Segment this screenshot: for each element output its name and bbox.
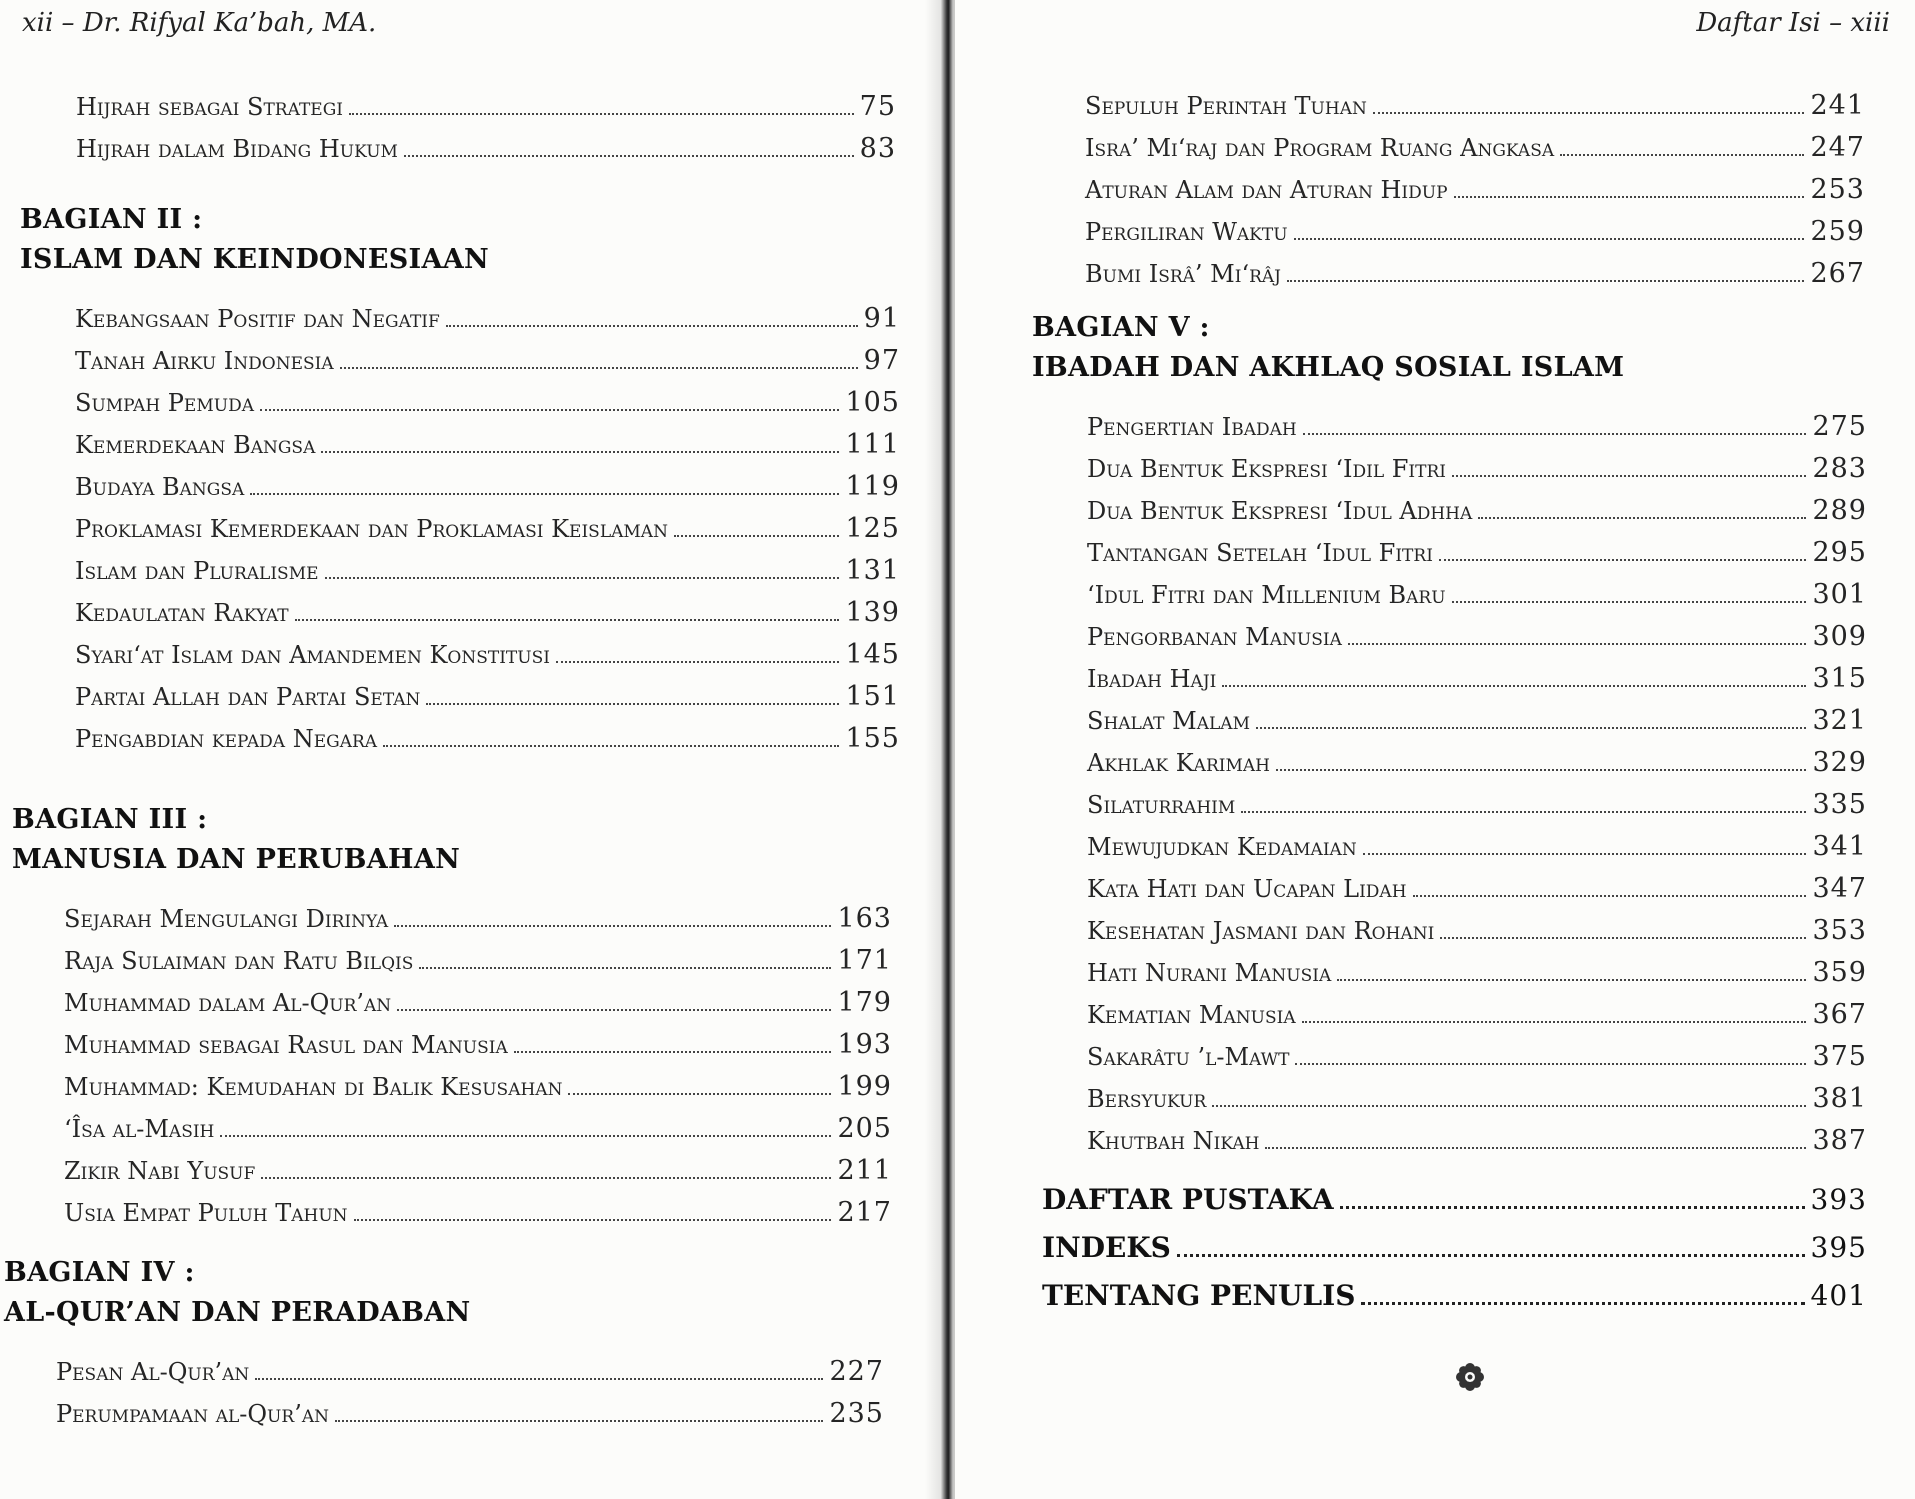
toc-entry-page: 227	[829, 1356, 884, 1387]
dot-leader	[1256, 727, 1806, 729]
dot-leader	[674, 535, 840, 537]
dot-leader	[1295, 1063, 1806, 1065]
toc-entry-page: 75	[859, 91, 896, 122]
dot-leader	[255, 1378, 823, 1380]
toc-entry-page: 259	[1810, 216, 1865, 247]
toc-entry-title: Isra’ Mi‘raj dan Program Ruang Angkasa	[1085, 134, 1555, 162]
toc-entry[interactable]	[64, 1066, 892, 1108]
toc-entry[interactable]	[1087, 1078, 1867, 1120]
toc-entry[interactable]	[1087, 532, 1867, 574]
dot-leader	[1265, 1147, 1806, 1149]
dot-leader	[1212, 1105, 1806, 1107]
toc-entry-page: 301	[1812, 579, 1867, 610]
toc-entry[interactable]	[1087, 742, 1867, 784]
bagian-3-section	[12, 800, 892, 1234]
dot-leader	[321, 451, 839, 453]
toc-entry-page: 111	[845, 429, 900, 460]
toc-entry-title: Sepuluh Perintah Tuhan	[1085, 92, 1367, 120]
toc-entry-page: 131	[845, 555, 900, 586]
dot-leader	[1373, 112, 1805, 114]
toc-entry-title: Bumi Isrâ’ Mi‘râj	[1085, 260, 1281, 288]
toc-entry-page: 359	[1812, 957, 1867, 988]
dot-leader	[1337, 979, 1806, 981]
toc-entry[interactable]	[75, 340, 900, 382]
toc-entry-page: 163	[837, 903, 892, 934]
toc-entry[interactable]	[1087, 700, 1867, 742]
bagian-2-label: BAGIAN II :	[20, 204, 203, 235]
dot-leader	[1348, 643, 1807, 645]
toc-entry-page: 295	[1812, 537, 1867, 568]
toc-entry-title: Muhammad: Kemudahan di Balik Kesusahan	[64, 1073, 563, 1101]
toc-entry[interactable]	[1085, 85, 1865, 127]
bagian-4-label: BAGIAN IV :	[4, 1257, 195, 1288]
dot-leader	[1440, 937, 1806, 939]
toc-entry-page: 217	[837, 1197, 892, 1228]
toc-entry[interactable]	[56, 1351, 884, 1393]
bagian-5-label: BAGIAN V :	[1032, 312, 1210, 343]
bagian-2-title: ISLAM DAN KEINDONESIAAN	[20, 244, 489, 275]
toc-entry-title: ‘Idul Fitri dan Millenium Baru	[1087, 581, 1446, 609]
toc-entry-page: 335	[1812, 789, 1867, 820]
dot-leader	[1454, 196, 1805, 198]
toc-entry-title: Budaya Bangsa	[75, 473, 245, 501]
toc-entry-page: 321	[1812, 705, 1867, 736]
toc-entry[interactable]	[1087, 616, 1867, 658]
toc-entry-title: Tanah Airku Indonesia	[75, 347, 334, 375]
toc-entry-title: Hati Nurani Manusia	[1087, 959, 1332, 987]
toc-entry-page: 309	[1812, 621, 1867, 652]
toc-entry-page: 329	[1812, 747, 1867, 778]
toc-entry-page: 267	[1810, 258, 1865, 289]
toc-entry-page: 283	[1812, 453, 1867, 484]
toc-entry[interactable]	[1085, 253, 1865, 295]
toc-entry[interactable]	[1087, 448, 1867, 490]
toc-entry-title: Kematian Manusia	[1087, 1001, 1296, 1029]
toc-entry[interactable]	[75, 298, 900, 340]
dot-leader	[220, 1135, 831, 1137]
toc-entry-title: Kata Hati dan Ucapan Lidah	[1087, 875, 1407, 903]
bagian-2-section	[20, 200, 900, 760]
dot-leader	[419, 967, 831, 969]
toc-entry-title: Perumpamaan al-Qur’an	[56, 1400, 329, 1428]
toc-entry-title: Muhammad sebagai Rasul dan Manusia	[64, 1031, 508, 1059]
toc-entry-page: 315	[1812, 663, 1867, 694]
toc-entry-page: 375	[1812, 1041, 1867, 1072]
toc-entry[interactable]	[75, 382, 900, 424]
toc-entry[interactable]	[64, 1024, 892, 1066]
bagian-2-heading	[20, 200, 900, 280]
toc-entry-title: Sejarah Mengulangi Dirinya	[64, 905, 389, 933]
bagian-5-section	[1032, 308, 1867, 1162]
dot-leader	[1452, 601, 1807, 603]
toc-entry[interactable]	[75, 676, 900, 718]
toc-entry[interactable]	[1087, 1120, 1867, 1162]
dot-leader	[1303, 433, 1807, 435]
toc-entry-page: 381	[1812, 1083, 1867, 1114]
toc-entry[interactable]	[75, 424, 900, 466]
toc-entry[interactable]	[1042, 1272, 1867, 1320]
toc-entry-title: TENTANG PENULIS	[1042, 1279, 1356, 1312]
dot-leader	[556, 661, 840, 663]
dot-leader	[1287, 280, 1804, 282]
dot-leader	[261, 1177, 831, 1179]
toc-entry-title: Pergiliran Waktu	[1085, 218, 1288, 246]
toc-entry[interactable]	[1087, 784, 1867, 826]
toc-entry-title: Mewujudkan Kedamaian	[1087, 833, 1357, 861]
toc-entry[interactable]	[1087, 658, 1867, 700]
toc-entry-page: 145	[845, 639, 900, 670]
toc-entry-title: Pengabdian kepada Negara	[75, 725, 378, 753]
toc-entry-title: Dua Bentuk Ekspresi ‘Idil Fitri	[1087, 455, 1446, 483]
dot-leader	[1361, 1302, 1804, 1305]
toc-entry-title: Tantangan Setelah ‘Idul Fitri	[1087, 539, 1433, 567]
bagian-5-heading	[1032, 308, 1867, 388]
toc-entry-title: Khutbah Nikah	[1087, 1127, 1260, 1155]
toc-entry[interactable]	[75, 718, 900, 760]
toc-entry-title: Bersyukur	[1087, 1085, 1207, 1113]
dot-leader	[446, 325, 858, 327]
toc-entry-page: 247	[1810, 132, 1865, 163]
toc-entry[interactable]	[64, 982, 892, 1024]
toc-entry-title: Zikir Nabi Yusuf	[64, 1157, 256, 1185]
dot-leader	[1276, 769, 1806, 771]
toc-entry-title: Akhlak Karimah	[1087, 749, 1270, 777]
toc-entry-title: Silaturrahim	[1087, 791, 1236, 819]
toc-entry-page: 83	[859, 133, 896, 164]
right-page	[955, 0, 1915, 1499]
toc-entry-page: 119	[845, 471, 900, 502]
dot-leader	[1452, 475, 1806, 477]
dot-leader	[383, 745, 839, 747]
toc-entry-title: Kebangsaan Positif dan Negatif	[75, 305, 440, 333]
bagian-2-list	[75, 298, 900, 760]
toc-entry[interactable]	[76, 86, 896, 128]
toc-entry[interactable]	[1087, 574, 1867, 616]
toc-entry-page: 393	[1810, 1183, 1867, 1216]
toc-entry-page: 151	[845, 681, 900, 712]
toc-entry[interactable]	[64, 1150, 892, 1192]
toc-entry-title: ‘Îsa al-Masih	[64, 1115, 215, 1143]
dot-leader	[1439, 559, 1807, 561]
toc-entry-title: Raja Sulaiman dan Ratu Bilqis	[64, 947, 414, 975]
toc-entry[interactable]	[1087, 826, 1867, 868]
toc-entry[interactable]	[76, 128, 896, 170]
dot-leader	[335, 1420, 823, 1422]
left-continued-list	[76, 86, 896, 170]
toc-entry-title: Shalat Malam	[1087, 707, 1250, 735]
toc-entry-page: 205	[837, 1113, 892, 1144]
toc-entry-page: 199	[837, 1071, 892, 1102]
toc-entry[interactable]	[1087, 1036, 1867, 1078]
left-page	[0, 0, 945, 1499]
toc-entry-title: Pesan Al-Qur’an	[56, 1358, 250, 1386]
toc-entry-title: Pengorbanan Manusia	[1087, 623, 1342, 651]
flower-ornament-icon	[1455, 1362, 1485, 1392]
toc-entry[interactable]	[1087, 868, 1867, 910]
toc-entry-page: 235	[829, 1398, 884, 1429]
back-matter-list	[1042, 1176, 1867, 1320]
bagian-4-list	[56, 1351, 884, 1435]
toc-entry[interactable]	[56, 1393, 884, 1435]
toc-entry-page: 395	[1810, 1231, 1867, 1264]
toc-entry-title: Aturan Alam dan Aturan Hidup	[1085, 176, 1448, 204]
toc-entry-title: Usia Empat Puluh Tahun	[64, 1199, 348, 1227]
bagian-3-list	[64, 898, 892, 1234]
toc-entry-title: INDEKS	[1042, 1231, 1171, 1264]
dot-leader	[404, 155, 854, 157]
dot-leader	[1560, 154, 1804, 156]
toc-entry-title: Syari‘at Islam dan Amandemen Konstitusi	[75, 641, 550, 669]
toc-entry[interactable]	[1087, 490, 1867, 532]
toc-entry-page: 347	[1812, 873, 1867, 904]
toc-entry[interactable]	[64, 940, 892, 982]
toc-entry[interactable]	[1085, 127, 1865, 169]
toc-entry-title: Proklamasi Kemerdekaan dan Proklamasi Keislaman	[75, 515, 668, 543]
toc-entry[interactable]	[1042, 1224, 1867, 1272]
toc-entry-page: 341	[1812, 831, 1867, 862]
toc-entry-title: Pengertian Ibadah	[1087, 413, 1297, 441]
bagian-5-title: IBADAH DAN AKHLAQ SOSIAL ISLAM	[1032, 352, 1625, 383]
toc-entry-page: 171	[837, 945, 892, 976]
dot-leader	[1363, 853, 1807, 855]
toc-entry-title: Partai Allah dan Partai Setan	[75, 683, 421, 711]
right-continued-list	[1085, 85, 1865, 295]
toc-entry-title: Islam dan Pluralisme	[75, 557, 319, 585]
dot-leader	[1294, 238, 1805, 240]
toc-entry-page: 211	[837, 1155, 892, 1186]
toc-entry-page: 91	[863, 303, 900, 334]
bagian-3-title: MANUSIA DAN PERUBAHAN	[12, 844, 461, 875]
toc-entry-title: DAFTAR PUSTAKA	[1042, 1183, 1334, 1216]
bagian-4-title: AL-QUR’AN DAN PERADABAN	[4, 1297, 471, 1328]
dot-leader	[1478, 517, 1806, 519]
toc-entry-page: 401	[1810, 1279, 1867, 1312]
toc-entry[interactable]	[75, 466, 900, 508]
toc-entry-page: 139	[845, 597, 900, 628]
toc-entry[interactable]	[75, 592, 900, 634]
toc-entry[interactable]	[64, 1192, 892, 1234]
toc-entry-title: Muhammad dalam Al-Qur’an	[64, 989, 392, 1017]
toc-entry-page: 179	[837, 987, 892, 1018]
right-continued-section	[1085, 85, 1865, 295]
dot-leader	[354, 1219, 832, 1221]
toc-entry[interactable]	[1087, 406, 1867, 448]
toc-entry-page: 289	[1812, 495, 1867, 526]
dot-leader	[514, 1051, 832, 1053]
dot-leader	[349, 113, 854, 115]
dot-leader	[340, 367, 858, 369]
dot-leader	[295, 619, 840, 621]
bagian-3-heading	[12, 800, 892, 880]
toc-entry-title: Hijrah sebagai Strategi	[76, 93, 343, 121]
dot-leader	[260, 409, 839, 411]
bagian-4-section	[4, 1253, 884, 1435]
toc-entry-page: 125	[845, 513, 900, 544]
bagian-3-label: BAGIAN III :	[12, 804, 208, 835]
toc-entry-title: Kedaulatan Rakyat	[75, 599, 289, 627]
bagian-4-heading	[4, 1253, 884, 1333]
toc-entry[interactable]	[75, 550, 900, 592]
dot-leader	[1302, 1021, 1807, 1023]
dot-leader	[397, 1009, 831, 1011]
toc-entry-title: Hijrah dalam Bidang Hukum	[76, 135, 398, 163]
dot-leader	[250, 493, 839, 495]
dot-leader	[1177, 1254, 1805, 1257]
toc-entry-title: Dua Bentuk Ekspresi ‘Idul Adhha	[1087, 497, 1473, 525]
toc-entry[interactable]	[64, 1108, 892, 1150]
toc-entry-page: 241	[1810, 90, 1865, 121]
dot-leader	[1241, 811, 1806, 813]
toc-entry-page: 353	[1812, 915, 1867, 946]
toc-entry-page: 253	[1810, 174, 1865, 205]
toc-entry[interactable]	[1087, 952, 1867, 994]
toc-entry[interactable]	[75, 508, 900, 550]
toc-entry[interactable]	[75, 634, 900, 676]
toc-entry-title: Sumpah Pemuda	[75, 389, 254, 417]
toc-entry-page: 105	[845, 387, 900, 418]
dot-leader	[1222, 685, 1806, 687]
left-continued-section	[76, 86, 896, 170]
dot-leader	[394, 925, 831, 927]
toc-entry[interactable]	[64, 898, 892, 940]
toc-entry-title: Ibadah Haji	[1087, 665, 1217, 693]
dot-leader	[426, 703, 839, 705]
bagian-5-list	[1087, 406, 1867, 1162]
toc-entry[interactable]	[1042, 1176, 1867, 1224]
toc-entry-page: 387	[1812, 1125, 1867, 1156]
toc-entry-page: 97	[863, 345, 900, 376]
dot-leader	[325, 577, 840, 579]
toc-entry-page: 155	[845, 723, 900, 754]
dot-leader	[1413, 895, 1807, 897]
toc-entry-title: Kesehatan Jasmani dan Rohani	[1087, 917, 1435, 945]
dot-leader	[1340, 1206, 1805, 1209]
toc-entry[interactable]	[1087, 910, 1867, 952]
right-running-head: Daftar Isi – xiii	[1696, 8, 1890, 38]
toc-entry-title: Sakarâtu ’l-Mawt	[1087, 1043, 1290, 1071]
left-running-head: xii – Dr. Rifyal Ka’bah, MA.	[22, 8, 377, 38]
toc-entry-page: 193	[837, 1029, 892, 1060]
back-matter-section	[1042, 1176, 1867, 1320]
toc-entry[interactable]	[1085, 169, 1865, 211]
toc-entry[interactable]	[1085, 211, 1865, 253]
toc-entry-page: 367	[1812, 999, 1867, 1030]
toc-entry-title: Kemerdekaan Bangsa	[75, 431, 316, 459]
toc-entry[interactable]	[1087, 994, 1867, 1036]
dot-leader	[568, 1093, 831, 1095]
toc-entry-page: 275	[1812, 411, 1867, 442]
